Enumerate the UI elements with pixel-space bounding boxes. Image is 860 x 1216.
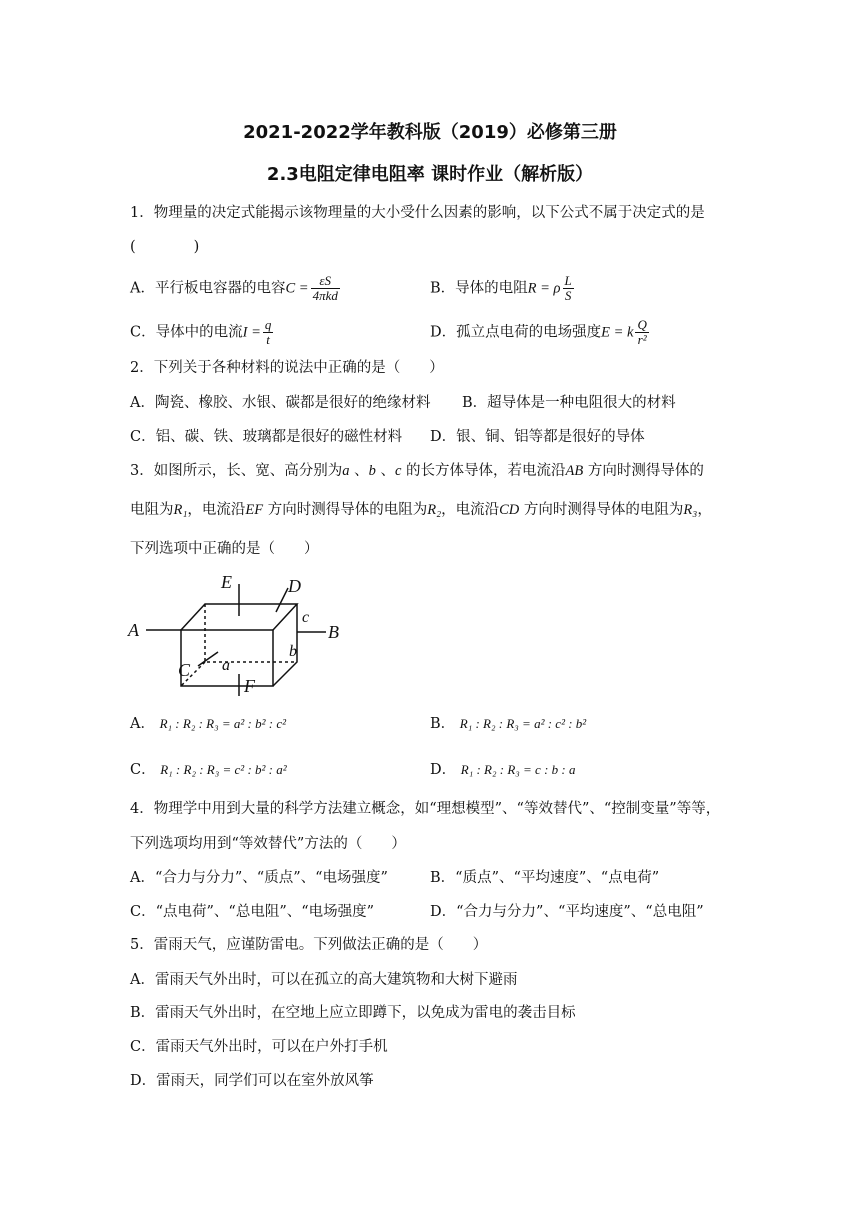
q3-stem-line1: [130, 461, 704, 481]
q3-stem2-b: ，电流沿: [187, 502, 246, 518]
q3-ab: AB: [565, 463, 584, 479]
q1-option-a-num: εS: [311, 274, 340, 289]
q3-var-c: c: [394, 463, 402, 479]
q1-option-a-fraction: [311, 274, 340, 303]
q1-option-c-text: C．导体中的电流: [130, 324, 243, 341]
q3-stem1-a: 3．如图所示，长、宽、高分别为: [130, 463, 343, 479]
label-length-a: a: [222, 657, 230, 674]
q3-option-d: [430, 760, 576, 780]
q1-option-d-num: Q: [637, 317, 647, 332]
document-title-line2: 2.3电阻定律电阻率 课时作业（解析版）: [266, 164, 594, 185]
q3-option-b-label: B．: [430, 716, 456, 732]
label-height-c: c: [302, 609, 310, 626]
q1-option-b-lhs: R = ρ: [527, 280, 561, 297]
q2-option-a: A．陶瓷、橡胶、水银、碳都是很好的绝缘材料: [130, 395, 431, 411]
q3-option-c-formula: R₁ : R₂ : R₃ = c² : b² : a²: [160, 762, 287, 777]
q3-option-a: [130, 714, 286, 734]
q3-option-a-label: A．: [130, 716, 155, 732]
q1-option-d-fraction: [635, 318, 648, 347]
q3-stem2-d: ，电流沿: [441, 502, 500, 518]
q2-option-d: D．银、铜、铝等都是很好的导体: [430, 429, 645, 445]
q3-stem-line2: [130, 500, 712, 520]
q5-option-b: B．雷雨天气外出时，在空地上应立即蹲下，以免成为雷电的袭击目标: [130, 1005, 576, 1021]
q3-stem2-f: ，: [697, 502, 712, 518]
q5-stem: 5．雷雨天气，应谨防雷电。下列做法正确的是（ ）: [130, 937, 488, 953]
q4-stem-line1: 4．物理学中用到大量的科学方法建立概念，如“理想模型”、“等效替代”、“控制变量”等等，: [130, 801, 721, 817]
q3-r2: R₂: [427, 502, 442, 518]
cuboid-conductor-diagram: [126, 572, 356, 696]
label-a-point: A: [128, 620, 139, 640]
q1-option-a: [130, 274, 342, 303]
label-d-point: D: [288, 576, 301, 596]
q3-option-d-formula: R₁ : R₂ : R₃ = c : b : a: [460, 762, 576, 777]
cuboid-hidden-edges: [205, 604, 297, 662]
q4-option-c: C．“点电荷”、“总电阻”、“电场强度”: [130, 904, 375, 920]
q4-option-d: D．“合力与分力”、“平均速度”、“总电阻”: [430, 904, 704, 920]
q3-option-d-label: D．: [430, 762, 457, 778]
q3-stem-line3: 下列选项中正确的是（ ）: [130, 541, 319, 557]
q1-option-b-den: S: [564, 288, 572, 303]
q3-option-c-label: C．: [130, 762, 156, 778]
q3-sep2: 、: [375, 463, 395, 479]
q3-stem2-a: 电阻为: [130, 502, 174, 518]
q3-option-b-formula: R₁ : R₂ : R₃ = a² : c² : b²: [459, 716, 587, 731]
q1-option-b-text: B．导体的电阻: [430, 280, 528, 297]
q1-option-c-lhs: I =: [242, 324, 261, 341]
q3-r1: R₁: [173, 502, 188, 518]
q1-option-d-text: D．孤立点电荷的电场强度: [430, 324, 602, 341]
q4-option-a: A．“合力与分力”、“质点”、“电场强度”: [130, 870, 388, 886]
label-width-b: b: [289, 643, 297, 660]
q2-stem: 2．下列关于各种材料的说法中正确的是（ ）: [130, 360, 444, 376]
q4-stem-line2: 下列选项均用到“等效替代”方法的（ ）: [130, 836, 406, 852]
q3-ef: EF: [245, 502, 264, 518]
q1-option-a-den: 4πkd: [312, 288, 338, 303]
q3-option-c: [130, 760, 287, 780]
q3-stem1-c: 方向时测得导体的: [583, 463, 704, 479]
q2-option-c: C．铝、碳、铁、玻璃都是很好的磁性材料: [130, 429, 403, 445]
q5-option-a: A．雷雨天气外出时，可以在孤立的高大建筑物和大树下避雨: [130, 972, 518, 988]
q3-option-a-formula: R₁ : R₂ : R₃ = a² : b² : c²: [159, 716, 287, 731]
q1-stem: 1．物理量的决定式能揭示该物理量的大小受什么因素的影响，以下公式不属于决定式的是: [130, 205, 705, 221]
q1-option-b: [430, 274, 576, 303]
q1-option-a-text: A．平行板电容器的电容: [130, 280, 286, 297]
q4-option-b: B．“质点”、“平均速度”、“点电荷”: [430, 870, 660, 886]
q3-option-b: [430, 714, 586, 734]
q3-sep1: 、: [349, 463, 369, 479]
q5-option-d: D．雷雨天，同学们可以在室外放风筝: [130, 1073, 374, 1089]
q1-option-a-lhs: C =: [285, 280, 309, 297]
q1-option-c-fraction: [263, 318, 274, 347]
label-c-point: C: [178, 660, 191, 680]
document-title-line1: 2021-2022学年教科版（2019）必修第三册: [243, 122, 617, 143]
lead-d: [276, 588, 288, 612]
q3-cd: CD: [499, 502, 520, 518]
q1-option-d: [430, 318, 651, 347]
q1-option-c-den: t: [266, 332, 270, 347]
label-f-point: F: [244, 676, 255, 696]
q1-option-d-den: r²: [637, 332, 647, 347]
q3-stem2-c: 方向时测得导体的电阻为: [263, 502, 428, 518]
q1-option-b-fraction: [563, 274, 574, 303]
q5-option-c: C．雷雨天气外出时，可以在户外打手机: [130, 1039, 388, 1055]
lead-c: [198, 652, 218, 666]
q1-paren: ( ): [130, 239, 200, 255]
q1-option-d-lhs: E = k: [601, 324, 634, 341]
q2-option-b: B．超导体是一种电阻很大的材料: [462, 395, 676, 411]
q3-var-b: b: [368, 463, 376, 479]
label-e-point: E: [221, 572, 232, 592]
q3-stem1-b: 的长方体导体，若电流沿: [401, 463, 566, 479]
label-b-point: B: [328, 622, 339, 642]
q1-option-c: [130, 318, 275, 347]
q3-r3: R₃: [683, 502, 698, 518]
q3-var-a: a: [342, 463, 350, 479]
q1-option-b-num: L: [564, 273, 572, 288]
q3-stem2-e: 方向时测得导体的电阻为: [519, 502, 684, 518]
q1-option-c-num: q: [264, 317, 272, 332]
